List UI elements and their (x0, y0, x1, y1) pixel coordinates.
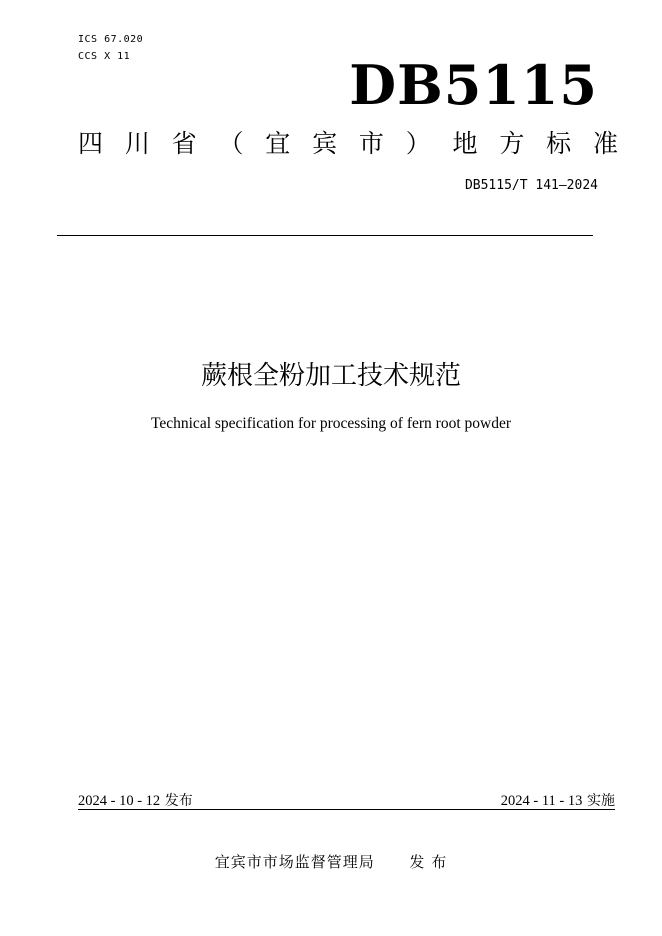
top-divider (57, 235, 593, 236)
issue-date: 2024 - 10 - 12 (78, 793, 161, 809)
standard-type-char: ） (405, 129, 431, 158)
issue-label: 发布 (164, 793, 193, 809)
bottom-divider (78, 809, 615, 810)
issuing-authority (0, 851, 662, 872)
standard-type-char: 地 (452, 129, 478, 158)
standard-type-char: 方 (499, 129, 525, 158)
standard-type-char: 标 (546, 129, 572, 158)
issuer-label: 发 布 (409, 853, 448, 871)
standard-type-char: 准 (592, 129, 618, 158)
standard-type-char: （ (218, 129, 244, 158)
document-title-chinese: 蕨根全粉加工技术规范 (200, 361, 461, 391)
ics-code: ICS 67.020 (78, 34, 144, 45)
implementation-label: 实施 (587, 793, 615, 809)
standard-type-char: 川 (124, 129, 150, 158)
standard-number: DB5115/T 141—2024 (464, 178, 598, 193)
issue-date-line (78, 792, 193, 810)
standard-type-char: 四 (78, 129, 104, 158)
document-title-english: Technical specification for processing of fern root powder (150, 415, 511, 432)
standard-type-char: 市 (358, 129, 384, 158)
standard-type-char: 宜 (265, 129, 291, 158)
implementation-date-line (501, 792, 615, 810)
ccs-code: CCS X 11 (78, 51, 131, 62)
standard-type-char: 省 (171, 129, 197, 158)
implementation-date: 2024 - 11 - 13 (500, 793, 583, 809)
standard-code-logo: DB5115 (349, 53, 598, 117)
standard-type-heading (78, 128, 618, 160)
standard-type-char: 宾 (312, 129, 338, 158)
issuer-name: 宜宾市市场监督管理局 (214, 853, 375, 871)
